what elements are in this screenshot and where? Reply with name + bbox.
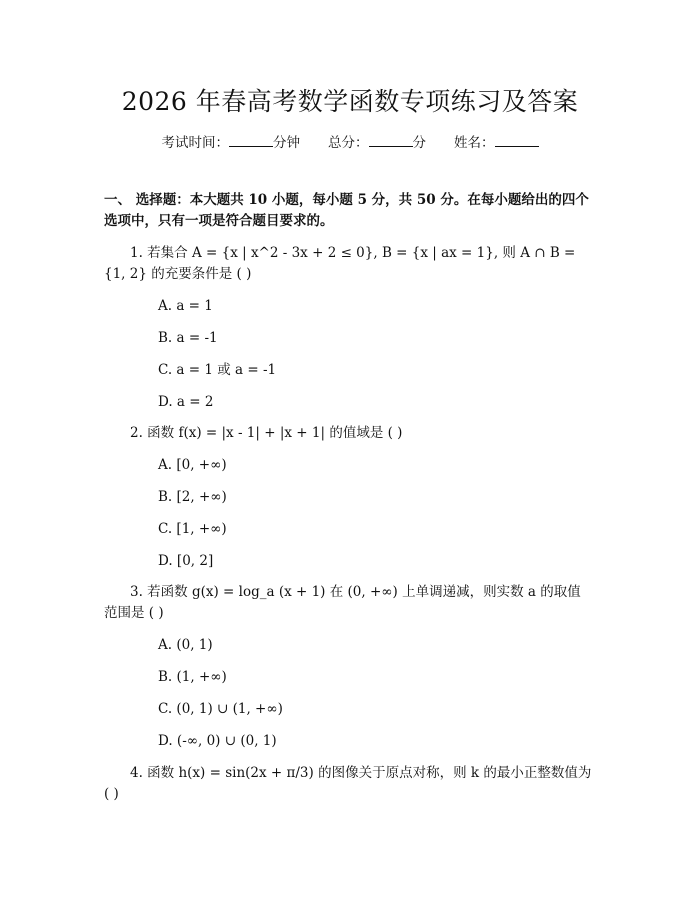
name-blank — [495, 134, 539, 147]
question-2: 2. 函数 f(x) = |x - 1| + |x + 1| 的值域是 ( ) — [130, 425, 403, 441]
score-blank — [369, 134, 413, 147]
question-3: 3. 若函数 g(x) = log_a (x + 1) 在 (0, +∞) 上单调递减，则实数 a 的取值范围是 ( ) — [104, 584, 581, 621]
question-1: 1. 若集合 A = {x | x^2 - 3x + 2 ≤ 0}, B = {x | ax = 1}, 则 A ∩ B = {1, 2} 的充要条件是 ( ) — [104, 245, 576, 282]
question-3-option-d: D. (-∞, 0) ∪ (0, 1) — [158, 733, 277, 749]
question-2-option-a: A. [0, +∞) — [158, 457, 227, 473]
name-label: 姓名： — [454, 135, 495, 151]
question-1-option-a: A. a = 1 — [158, 298, 213, 314]
question-2-option-c: C. [1, +∞) — [158, 521, 227, 537]
score-unit: 分 — [412, 135, 426, 151]
question-1-option-c: C. a = 1 或 a = -1 — [158, 362, 277, 378]
section-heading: 一、 选择题：本大题共 10 小题，每小题 5 分，共 50 分。在每小题给出的四个选项中，只有一项是符合题目要求的。 — [104, 192, 589, 229]
question-4: 4. 函数 h(x) = sin(2x + π/3) 的图像关于原点对称，则 k 的最小正整数值为 ( ) — [104, 765, 592, 802]
question-2-option-d: D. [0, 2] — [158, 553, 214, 569]
question-1-option-d: D. a = 2 — [158, 394, 214, 410]
time-blank — [229, 134, 273, 147]
score-label: 总分： — [328, 135, 369, 151]
time-label: 考试时间： — [161, 135, 229, 151]
page-title: 2026 年春高考数学函数专项练习及答案 — [121, 87, 579, 116]
question-3-option-b: B. (1, +∞) — [158, 669, 227, 685]
exam-info-line — [0, 131, 700, 151]
question-1-option-b: B. a = -1 — [158, 330, 218, 346]
time-unit: 分钟 — [273, 135, 300, 151]
question-3-option-a: A. (0, 1) — [158, 637, 213, 653]
question-2-option-b: B. [2, +∞) — [158, 489, 227, 505]
question-3-option-c: C. (0, 1) ∪ (1, +∞) — [158, 701, 283, 717]
